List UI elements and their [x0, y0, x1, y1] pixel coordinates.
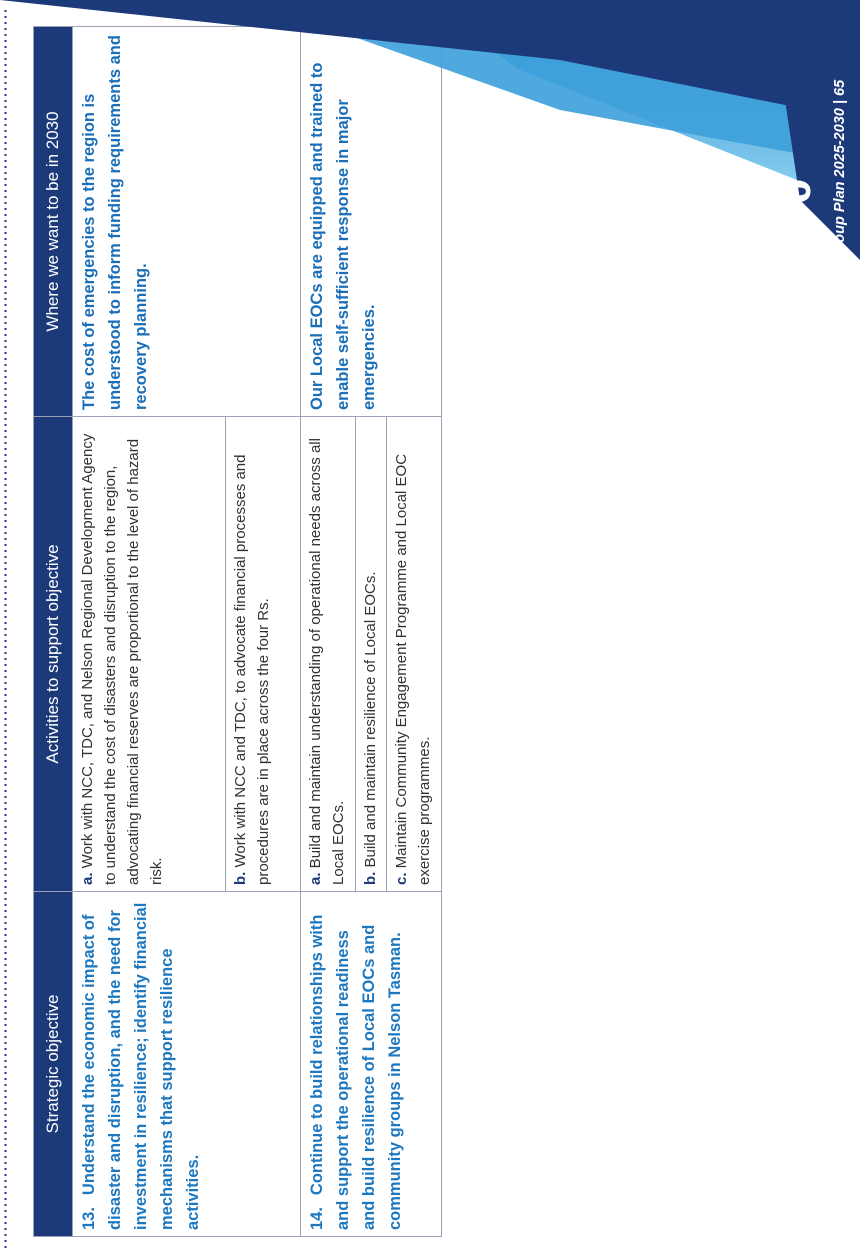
objective-cell — [73, 892, 301, 1237]
activity-text: Work with NCC, TDC, and Nelson Regional Development Agency to understand the cost of disasters and disruption to the region, advocating financial reserves are proportional to the level of hazard risk. — [79, 433, 165, 885]
activity-text: Maintain Community Engagement Programme and Local EOC exercise programmes. — [393, 453, 433, 885]
header-strategic-objective: Strategic objective — [34, 892, 73, 1237]
draft-label: DRAFT 7-00 — [778, 177, 819, 425]
activity-letter: a. — [307, 872, 324, 885]
activity-letter: c. — [393, 872, 410, 885]
header-where-2030: Where we want to be in 2030 — [34, 27, 73, 417]
objective-cell — [301, 892, 442, 1237]
header-activities: Activities to support objective — [34, 417, 73, 892]
activity-cell — [301, 417, 356, 892]
where-text: Our Local EOCs are equipped and trained to enable self-sufficient response in major emergencies. — [308, 62, 378, 410]
activity-cell — [387, 417, 442, 892]
activity-text: Work with NCC and TDC, to advocate financial processes and procedures are in place across the four Rs. — [232, 454, 272, 885]
objective-number: 13. — [80, 1207, 98, 1230]
where-text: The cost of emergencies to the region is understood to inform funding requirements and recovery planning. — [80, 35, 150, 410]
activity-cell — [356, 417, 387, 892]
activity-letter: b. — [362, 871, 379, 885]
activity-text: Build and maintain resilience of Local EOCs. — [362, 571, 379, 868]
activity-letter: b. — [232, 871, 249, 885]
activity-letter: a. — [79, 872, 96, 885]
footer-plan-text: Nelson Tasman CDEM Group Plan 2025-2030 | 65 — [832, 79, 848, 417]
objective-text: Continue to build relationships with and support the operational readiness and build resilience of Local EOCs and community groups in Nelson Tasman. — [308, 914, 404, 1230]
activity-cell — [73, 417, 226, 892]
activity-cell — [226, 417, 301, 892]
corner-decoration — [0, 0, 860, 260]
objective-number: 14. — [308, 1207, 326, 1230]
objective-text: Understand the economic impact of disaster and disruption, and the need for investment in resilience; identify financial mechanisms that support resilience activities. — [80, 902, 202, 1230]
activity-text: Build and maintain understanding of operational needs across all Local EOCs. — [307, 438, 347, 885]
